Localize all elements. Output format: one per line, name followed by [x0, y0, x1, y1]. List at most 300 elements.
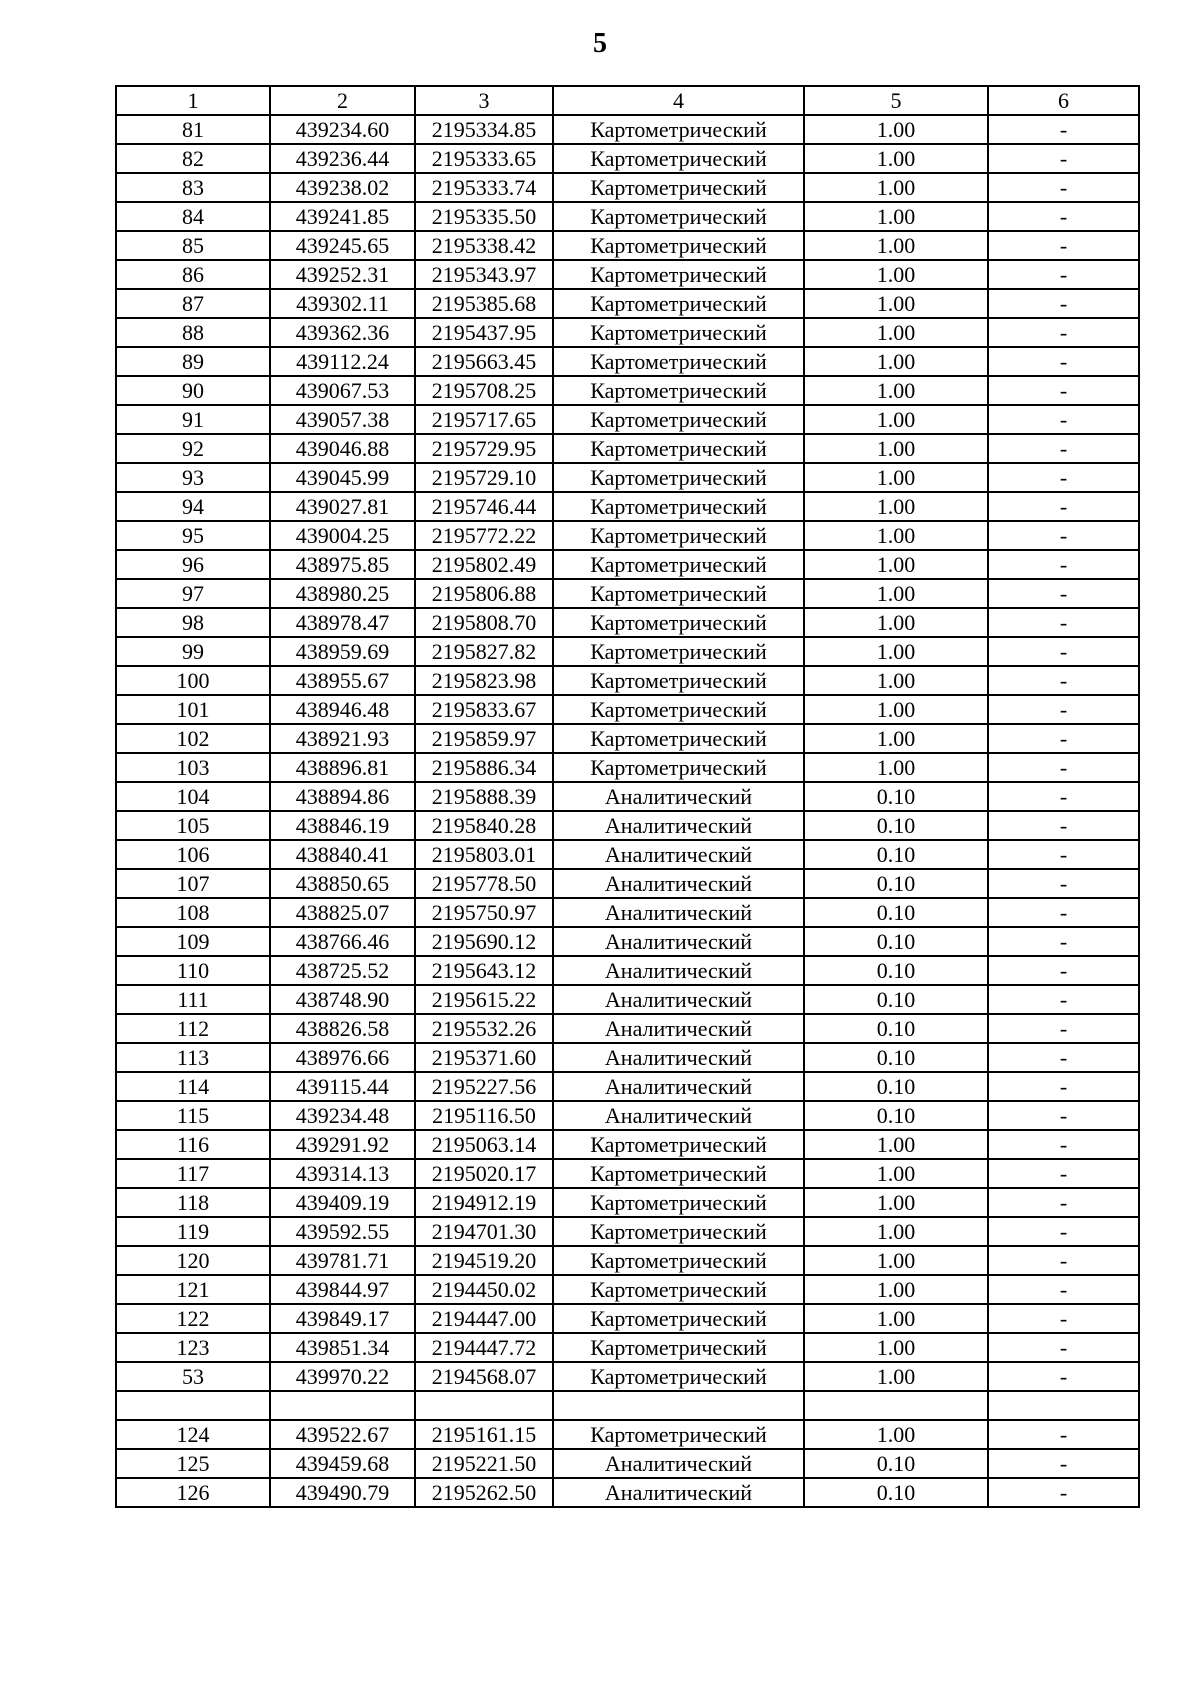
cell-note: -: [988, 985, 1139, 1014]
cell-x-coordinate: 438959.69: [270, 637, 415, 666]
cell-accuracy: 1.00: [804, 492, 988, 521]
cell-point-number: 91: [116, 405, 270, 434]
cell-accuracy: 1.00: [804, 347, 988, 376]
cell-method: Картометрический: [553, 115, 804, 144]
cell-point-number: 118: [116, 1188, 270, 1217]
cell-y-coordinate: 2194519.20: [415, 1246, 553, 1275]
cell-accuracy: 1.00: [804, 115, 988, 144]
cell-accuracy: 0.10: [804, 840, 988, 869]
cell-note: -: [988, 927, 1139, 956]
cell-y-coordinate: 2195221.50: [415, 1449, 553, 1478]
cell-method: Картометрический: [553, 1420, 804, 1449]
cell-accuracy: 0.10: [804, 1072, 988, 1101]
cell-method: Картометрический: [553, 666, 804, 695]
cell-accuracy: 1.00: [804, 231, 988, 260]
cell-point-number: 109: [116, 927, 270, 956]
cell-note: -: [988, 811, 1139, 840]
table-row: [116, 434, 1139, 463]
cell-x-coordinate: 439046.88: [270, 434, 415, 463]
table-row: [116, 1304, 1139, 1333]
cell-accuracy: 1.00: [804, 1246, 988, 1275]
cell-y-coordinate: 2195437.95: [415, 318, 553, 347]
cell-y-coordinate: 2195063.14: [415, 1130, 553, 1159]
cell-point-number: 84: [116, 202, 270, 231]
table-row: [116, 1101, 1139, 1130]
cell-note: -: [988, 289, 1139, 318]
table-row: [116, 376, 1139, 405]
cell-y-coordinate: 2195227.56: [415, 1072, 553, 1101]
cell-x-coordinate: 439115.44: [270, 1072, 415, 1101]
cell-point-number: 113: [116, 1043, 270, 1072]
cell-x-coordinate: 438826.58: [270, 1014, 415, 1043]
table-header-row: [116, 86, 1139, 115]
cell-accuracy: 1.00: [804, 144, 988, 173]
cell-y-coordinate: 2195335.50: [415, 202, 553, 231]
cell-method: Картометрический: [553, 144, 804, 173]
cell-x-coordinate: [270, 1391, 415, 1420]
table-row: [116, 927, 1139, 956]
table-row: [116, 956, 1139, 985]
cell-point-number: 93: [116, 463, 270, 492]
cell-y-coordinate: 2195778.50: [415, 869, 553, 898]
cell-x-coordinate: 439234.48: [270, 1101, 415, 1130]
cell-note: -: [988, 1333, 1139, 1362]
cell-point-number: 89: [116, 347, 270, 376]
cell-accuracy: 1.00: [804, 1159, 988, 1188]
cell-note: -: [988, 1275, 1139, 1304]
page-number: 5: [593, 28, 607, 59]
cell-note: -: [988, 869, 1139, 898]
cell-x-coordinate: 439459.68: [270, 1449, 415, 1478]
cell-accuracy: 0.10: [804, 1449, 988, 1478]
table-row: [116, 1420, 1139, 1449]
cell-point-number: 83: [116, 173, 270, 202]
cell-x-coordinate: 439245.65: [270, 231, 415, 260]
cell-x-coordinate: 439851.34: [270, 1333, 415, 1362]
cell-accuracy: 1.00: [804, 289, 988, 318]
cell-method: Картометрический: [553, 550, 804, 579]
cell-method: Картометрический: [553, 173, 804, 202]
cell-x-coordinate: 438955.67: [270, 666, 415, 695]
cell-note: -: [988, 1043, 1139, 1072]
table-row: [116, 405, 1139, 434]
cell-accuracy: 0.10: [804, 1014, 988, 1043]
cell-y-coordinate: 2195615.22: [415, 985, 553, 1014]
cell-method: Картометрический: [553, 724, 804, 753]
cell-point-number: 100: [116, 666, 270, 695]
cell-point-number: 112: [116, 1014, 270, 1043]
cell-method: Аналитический: [553, 1449, 804, 1478]
cell-accuracy: 1.00: [804, 1130, 988, 1159]
table-row: [116, 782, 1139, 811]
cell-point-number: 105: [116, 811, 270, 840]
table-row: [116, 840, 1139, 869]
cell-point-number: 95: [116, 521, 270, 550]
cell-x-coordinate: 438975.85: [270, 550, 415, 579]
cell-point-number: 125: [116, 1449, 270, 1478]
header-cell-1: 1: [116, 86, 270, 115]
cell-accuracy: 0.10: [804, 1478, 988, 1507]
cell-y-coordinate: 2195643.12: [415, 956, 553, 985]
cell-method: Картометрический: [553, 347, 804, 376]
cell-y-coordinate: 2195888.39: [415, 782, 553, 811]
cell-x-coordinate: 439234.60: [270, 115, 415, 144]
table-row: [116, 1246, 1139, 1275]
cell-method: Картометрический: [553, 289, 804, 318]
cell-method: Аналитический: [553, 840, 804, 869]
cell-y-coordinate: 2195808.70: [415, 608, 553, 637]
cell-point-number: 124: [116, 1420, 270, 1449]
header-cell-6: 6: [988, 86, 1139, 115]
cell-method: Аналитический: [553, 927, 804, 956]
cell-note: -: [988, 840, 1139, 869]
cell-method: Аналитический: [553, 869, 804, 898]
cell-accuracy: 0.10: [804, 927, 988, 956]
cell-note: -: [988, 1304, 1139, 1333]
cell-x-coordinate: 438980.25: [270, 579, 415, 608]
cell-y-coordinate: 2195729.95: [415, 434, 553, 463]
cell-y-coordinate: 2195729.10: [415, 463, 553, 492]
cell-method: Картометрический: [553, 405, 804, 434]
cell-x-coordinate: 438766.46: [270, 927, 415, 956]
cell-y-coordinate: 2195823.98: [415, 666, 553, 695]
cell-method: Картометрический: [553, 231, 804, 260]
cell-note: -: [988, 202, 1139, 231]
cell-y-coordinate: 2195840.28: [415, 811, 553, 840]
table-row: [116, 463, 1139, 492]
table-row: [116, 1333, 1139, 1362]
table-row: [116, 231, 1139, 260]
cell-note: [988, 1391, 1139, 1420]
cell-note: -: [988, 637, 1139, 666]
cell-note: -: [988, 898, 1139, 927]
cell-y-coordinate: 2195750.97: [415, 898, 553, 927]
cell-note: -: [988, 666, 1139, 695]
cell-note: -: [988, 695, 1139, 724]
cell-y-coordinate: 2194701.30: [415, 1217, 553, 1246]
cell-point-number: 88: [116, 318, 270, 347]
cell-y-coordinate: [415, 1391, 553, 1420]
cell-method: Картометрический: [553, 492, 804, 521]
cell-method: Картометрический: [553, 579, 804, 608]
cell-point-number: 110: [116, 956, 270, 985]
cell-note: -: [988, 260, 1139, 289]
cell-y-coordinate: 2195746.44: [415, 492, 553, 521]
cell-point-number: 115: [116, 1101, 270, 1130]
cell-method: Картометрический: [553, 376, 804, 405]
cell-y-coordinate: 2195161.15: [415, 1420, 553, 1449]
cell-accuracy: 1.00: [804, 1217, 988, 1246]
cell-point-number: 53: [116, 1362, 270, 1391]
cell-accuracy: 0.10: [804, 956, 988, 985]
cell-x-coordinate: 439045.99: [270, 463, 415, 492]
cell-point-number: 106: [116, 840, 270, 869]
cell-method: Картометрический: [553, 695, 804, 724]
cell-method: Картометрический: [553, 1159, 804, 1188]
cell-accuracy: 1.00: [804, 724, 988, 753]
cell-x-coordinate: 439241.85: [270, 202, 415, 231]
cell-accuracy: 0.10: [804, 811, 988, 840]
coordinates-table: [115, 85, 1140, 1508]
cell-accuracy: 1.00: [804, 666, 988, 695]
table-row: [116, 289, 1139, 318]
cell-y-coordinate: 2195333.65: [415, 144, 553, 173]
cell-point-number: 120: [116, 1246, 270, 1275]
table-row: [116, 550, 1139, 579]
cell-x-coordinate: 439067.53: [270, 376, 415, 405]
table-row: [116, 1130, 1139, 1159]
cell-x-coordinate: 438846.19: [270, 811, 415, 840]
cell-x-coordinate: 438840.41: [270, 840, 415, 869]
cell-accuracy: 1.00: [804, 608, 988, 637]
cell-x-coordinate: 438725.52: [270, 956, 415, 985]
cell-note: -: [988, 173, 1139, 202]
cell-accuracy: 1.00: [804, 695, 988, 724]
cell-y-coordinate: 2194568.07: [415, 1362, 553, 1391]
cell-accuracy: 1.00: [804, 463, 988, 492]
cell-accuracy: 0.10: [804, 985, 988, 1014]
cell-method: Картометрический: [553, 318, 804, 347]
table-row: [116, 695, 1139, 724]
cell-point-number: 96: [116, 550, 270, 579]
cell-y-coordinate: 2194912.19: [415, 1188, 553, 1217]
cell-x-coordinate: 438896.81: [270, 753, 415, 782]
cell-x-coordinate: 438921.93: [270, 724, 415, 753]
cell-method: Картометрический: [553, 1275, 804, 1304]
cell-y-coordinate: 2195385.68: [415, 289, 553, 318]
table-row: [116, 1014, 1139, 1043]
cell-note: -: [988, 1188, 1139, 1217]
table-row: [116, 1362, 1139, 1391]
cell-accuracy: [804, 1391, 988, 1420]
table-row: [116, 1449, 1139, 1478]
cell-point-number: 85: [116, 231, 270, 260]
cell-note: -: [988, 115, 1139, 144]
cell-point-number: 117: [116, 1159, 270, 1188]
cell-method: Картометрический: [553, 1246, 804, 1275]
cell-note: -: [988, 1217, 1139, 1246]
cell-x-coordinate: 439362.36: [270, 318, 415, 347]
cell-y-coordinate: 2195803.01: [415, 840, 553, 869]
table-row: [116, 608, 1139, 637]
cell-x-coordinate: 439781.71: [270, 1246, 415, 1275]
cell-point-number: [116, 1391, 270, 1420]
cell-method: Картометрический: [553, 434, 804, 463]
cell-point-number: 107: [116, 869, 270, 898]
cell-note: -: [988, 956, 1139, 985]
cell-y-coordinate: 2195802.49: [415, 550, 553, 579]
cell-accuracy: 1.00: [804, 579, 988, 608]
cell-method: [553, 1391, 804, 1420]
cell-y-coordinate: 2194450.02: [415, 1275, 553, 1304]
table-row: [116, 1391, 1139, 1420]
header-cell-5: 5: [804, 86, 988, 115]
table-row: [116, 347, 1139, 376]
cell-note: -: [988, 521, 1139, 550]
cell-note: -: [988, 1159, 1139, 1188]
cell-method: Картометрический: [553, 753, 804, 782]
cell-accuracy: 1.00: [804, 1275, 988, 1304]
cell-x-coordinate: 439490.79: [270, 1478, 415, 1507]
cell-point-number: 99: [116, 637, 270, 666]
cell-x-coordinate: 439252.31: [270, 260, 415, 289]
table-body: [116, 86, 1139, 1507]
header-cell-2: 2: [270, 86, 415, 115]
table-row: [116, 115, 1139, 144]
table-row: [116, 260, 1139, 289]
cell-method: Аналитический: [553, 1043, 804, 1072]
table-row: [116, 1275, 1139, 1304]
cell-note: -: [988, 579, 1139, 608]
table-row: [116, 666, 1139, 695]
cell-note: -: [988, 1362, 1139, 1391]
cell-note: -: [988, 318, 1139, 347]
cell-x-coordinate: 438825.07: [270, 898, 415, 927]
table-row: [116, 202, 1139, 231]
cell-x-coordinate: 439849.17: [270, 1304, 415, 1333]
cell-note: -: [988, 144, 1139, 173]
cell-accuracy: 1.00: [804, 173, 988, 202]
cell-point-number: 126: [116, 1478, 270, 1507]
cell-x-coordinate: 439004.25: [270, 521, 415, 550]
cell-x-coordinate: 439112.24: [270, 347, 415, 376]
cell-y-coordinate: 2195827.82: [415, 637, 553, 666]
cell-point-number: 87: [116, 289, 270, 318]
cell-note: -: [988, 405, 1139, 434]
table-row: [116, 173, 1139, 202]
cell-point-number: 94: [116, 492, 270, 521]
cell-method: Аналитический: [553, 1478, 804, 1507]
table-row: [116, 521, 1139, 550]
cell-point-number: 97: [116, 579, 270, 608]
cell-accuracy: 1.00: [804, 405, 988, 434]
cell-y-coordinate: 2195772.22: [415, 521, 553, 550]
table-row: [116, 898, 1139, 927]
cell-x-coordinate: 439844.97: [270, 1275, 415, 1304]
cell-point-number: 81: [116, 115, 270, 144]
cell-point-number: 104: [116, 782, 270, 811]
cell-note: -: [988, 231, 1139, 260]
cell-y-coordinate: 2195338.42: [415, 231, 553, 260]
table-row: [116, 318, 1139, 347]
cell-method: Аналитический: [553, 782, 804, 811]
cell-x-coordinate: 438976.66: [270, 1043, 415, 1072]
cell-y-coordinate: 2195690.12: [415, 927, 553, 956]
cell-accuracy: 1.00: [804, 521, 988, 550]
table-row: [116, 724, 1139, 753]
cell-point-number: 122: [116, 1304, 270, 1333]
cell-note: -: [988, 347, 1139, 376]
cell-y-coordinate: 2195333.74: [415, 173, 553, 202]
cell-method: Картометрический: [553, 608, 804, 637]
cell-method: Картометрический: [553, 1217, 804, 1246]
table-row: [116, 492, 1139, 521]
cell-x-coordinate: 439238.02: [270, 173, 415, 202]
cell-point-number: 98: [116, 608, 270, 637]
cell-method: Картометрический: [553, 1130, 804, 1159]
cell-note: -: [988, 1420, 1139, 1449]
cell-method: Картометрический: [553, 463, 804, 492]
cell-point-number: 103: [116, 753, 270, 782]
cell-y-coordinate: 2195116.50: [415, 1101, 553, 1130]
cell-x-coordinate: 439302.11: [270, 289, 415, 318]
cell-method: Аналитический: [553, 898, 804, 927]
cell-method: Аналитический: [553, 1014, 804, 1043]
cell-note: -: [988, 492, 1139, 521]
cell-x-coordinate: 439592.55: [270, 1217, 415, 1246]
cell-y-coordinate: 2194447.72: [415, 1333, 553, 1362]
cell-y-coordinate: 2195262.50: [415, 1478, 553, 1507]
cell-point-number: 116: [116, 1130, 270, 1159]
cell-method: Картометрический: [553, 1188, 804, 1217]
cell-note: -: [988, 1478, 1139, 1507]
cell-method: Аналитический: [553, 811, 804, 840]
cell-accuracy: 0.10: [804, 869, 988, 898]
cell-y-coordinate: 2194447.00: [415, 1304, 553, 1333]
cell-note: -: [988, 376, 1139, 405]
cell-method: Картометрический: [553, 1362, 804, 1391]
cell-note: -: [988, 753, 1139, 782]
cell-method: Картометрический: [553, 260, 804, 289]
cell-x-coordinate: 439409.19: [270, 1188, 415, 1217]
cell-accuracy: 0.10: [804, 1101, 988, 1130]
cell-accuracy: 1.00: [804, 1188, 988, 1217]
cell-y-coordinate: 2195343.97: [415, 260, 553, 289]
cell-point-number: 114: [116, 1072, 270, 1101]
cell-method: Аналитический: [553, 1072, 804, 1101]
cell-y-coordinate: 2195334.85: [415, 115, 553, 144]
table-row: [116, 1188, 1139, 1217]
cell-x-coordinate: 439970.22: [270, 1362, 415, 1391]
cell-point-number: 119: [116, 1217, 270, 1246]
cell-x-coordinate: 439314.13: [270, 1159, 415, 1188]
table-row: [116, 1072, 1139, 1101]
cell-y-coordinate: 2195886.34: [415, 753, 553, 782]
table-row: [116, 1478, 1139, 1507]
cell-point-number: 92: [116, 434, 270, 463]
cell-y-coordinate: 2195708.25: [415, 376, 553, 405]
cell-note: -: [988, 1246, 1139, 1275]
cell-accuracy: 1.00: [804, 376, 988, 405]
cell-note: -: [988, 724, 1139, 753]
cell-point-number: 82: [116, 144, 270, 173]
cell-method: Картометрический: [553, 521, 804, 550]
cell-accuracy: 1.00: [804, 637, 988, 666]
cell-note: -: [988, 434, 1139, 463]
cell-y-coordinate: 2195833.67: [415, 695, 553, 724]
cell-point-number: 123: [116, 1333, 270, 1362]
cell-accuracy: 1.00: [804, 550, 988, 579]
cell-method: Аналитический: [553, 956, 804, 985]
table-row: [116, 637, 1139, 666]
table-row: [116, 1043, 1139, 1072]
cell-x-coordinate: 439236.44: [270, 144, 415, 173]
cell-accuracy: 1.00: [804, 753, 988, 782]
table-row: [116, 1159, 1139, 1188]
cell-x-coordinate: 438850.65: [270, 869, 415, 898]
cell-point-number: 90: [116, 376, 270, 405]
table-row: [116, 579, 1139, 608]
cell-x-coordinate: 439522.67: [270, 1420, 415, 1449]
cell-method: Аналитический: [553, 985, 804, 1014]
cell-y-coordinate: 2195663.45: [415, 347, 553, 376]
cell-accuracy: 1.00: [804, 1304, 988, 1333]
table-row: [116, 753, 1139, 782]
cell-note: -: [988, 550, 1139, 579]
cell-x-coordinate: 438894.86: [270, 782, 415, 811]
cell-accuracy: 1.00: [804, 260, 988, 289]
cell-point-number: 108: [116, 898, 270, 927]
